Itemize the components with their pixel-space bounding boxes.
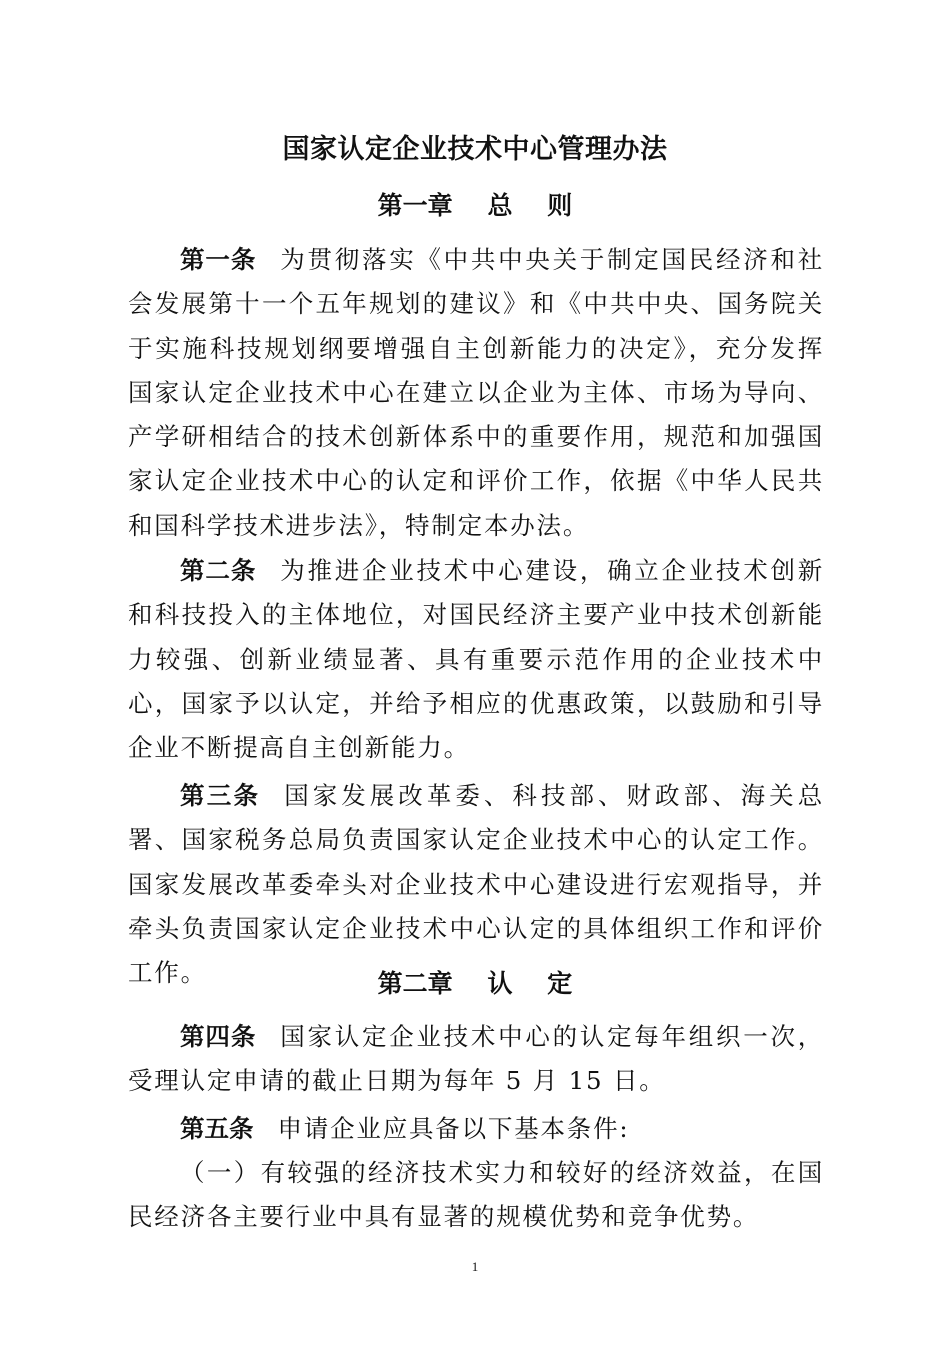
- document-title: 国家认定企业技术中心管理办法: [282, 134, 668, 165]
- article-5: [128, 1107, 824, 1151]
- article-5-item-1: （一）有较强的经济技术实力和较好的经济效益，在国民经济各主要行业中具有显著的规模优势和竞争优势。: [128, 1158, 824, 1232]
- article-5-number: 第五条: [180, 1114, 254, 1143]
- article-1: [128, 238, 824, 548]
- article-3-text: 国家发展改革委、科技部、财政部、海关总署、国家税务总局负责国家认定企业技术中心的认定工作。国家发展改革委牵头对企业技术中心建设进行宏观指导，并牵头负责国家认定企业技术中心认定的具体组织工作和评价工作。: [128, 781, 824, 988]
- chapter-heading-1: 第一章 总 则: [377, 191, 573, 220]
- article-2-text: 为推进企业技术中心建设，确立企业技术创新和科技投入的主体地位，对国民经济主要产业中技术创新能力较强、创新业绩显著、具有重要示范作用的企业技术中心，国家予以认定，并给予相应的优惠政策，以鼓励和引导企业不断提高自主创新能力。: [128, 556, 824, 763]
- page-number: 1: [471, 1259, 479, 1274]
- chapter-heading-2: 第二章 认 定: [377, 969, 573, 998]
- article-3-number: 第三条: [180, 781, 261, 810]
- article-4-text: 国家认定企业技术中心的认定每年组织一次，受理认定申请的截止日期为每年 5 月 15 日。: [128, 1022, 824, 1096]
- article-4: [128, 1015, 824, 1104]
- article-2-number: 第二条: [180, 556, 257, 585]
- article-1-text: 为贯彻落实《中共中央关于制定国民经济和社会发展第十一个五年规划的建议》和《中共中央、国务院关于实施科技规划纲要增强自主创新能力的决定》，充分发挥国家认定企业技术中心在建立以企业为主体、市场为导向、产学研相结合的技术创新体系中的重要作用，规范和加强国家认定企业技术中心的认定和评价工作，依据《中华人民共和国科学技术进步法》，特制定本办法。: [128, 245, 824, 540]
- article-2: [128, 549, 824, 770]
- article-5-text: 申请企业应具备以下基本条件:: [277, 1114, 630, 1143]
- article-4-number: 第四条: [180, 1022, 257, 1051]
- article-1-number: 第一条: [180, 245, 257, 274]
- article-3: [128, 774, 824, 995]
